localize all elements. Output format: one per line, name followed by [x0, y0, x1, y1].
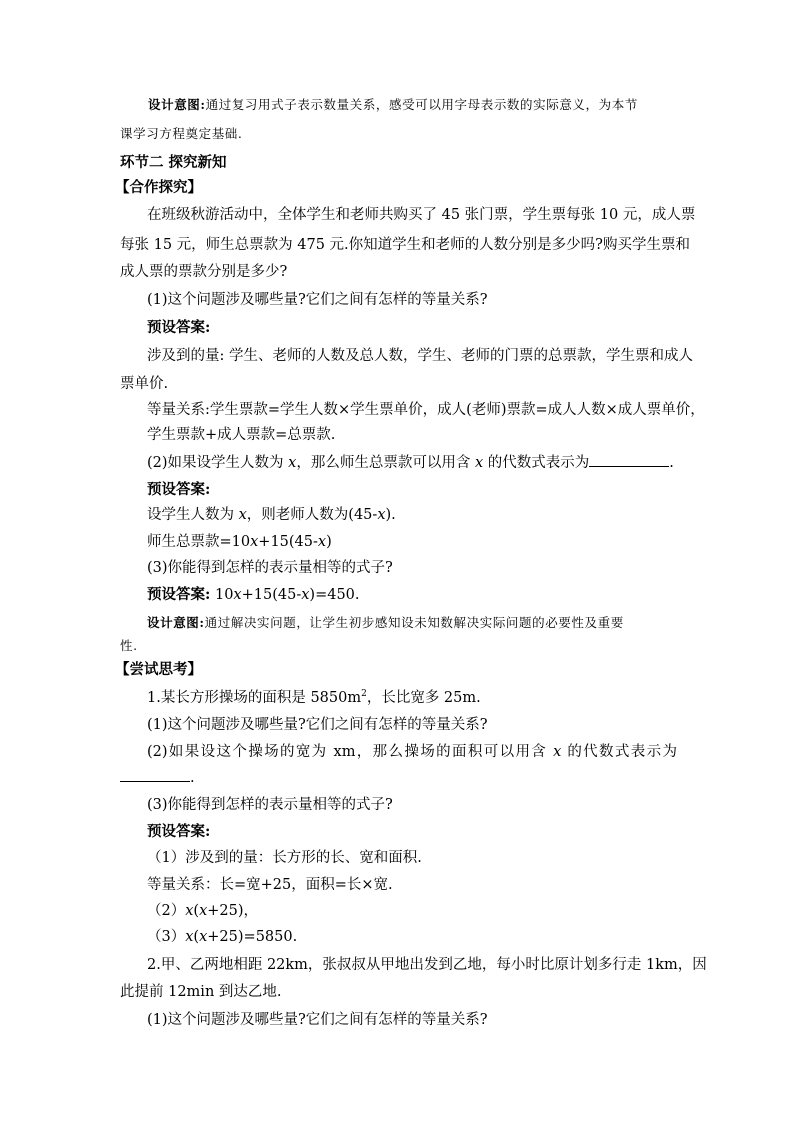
coop-answer-3 [147, 585, 360, 605]
try-answer-2 [147, 901, 258, 921]
ta3-var: x [185, 929, 194, 945]
design-intent-label: 设计意图: [148, 97, 206, 112]
a3-var2: x [301, 587, 310, 603]
coop-question-1: (1)这个问题涉及哪些量?它们之间有怎样的等量关系? [147, 292, 488, 308]
try-problem-2-line1: 2.甲、乙两地相距 22km，张叔叔从甲地出发到乙地，每小时比原计划多行走 1km，因 [147, 957, 707, 973]
coop-problem-line2: 每张 15 元，师生总票款为 475 元.你知道学生和老师的人数分别是多少吗?购买学生票和 [120, 237, 690, 253]
try-relation: 等量关系：长=宽+25，面积=长×宽. [147, 877, 393, 893]
try-preset-label: 预设答案: [147, 823, 211, 840]
coop-relation-line2: 学生票款+成人票款=总票款. [147, 427, 336, 443]
q2-end: . [669, 455, 674, 471]
tq2-var: x [553, 744, 562, 760]
try-problem-1 [147, 688, 481, 708]
ta2-var2: x [199, 903, 208, 919]
q2-text: (2)如果设学生人数为 [147, 455, 289, 471]
design-intent-2-line1 [147, 613, 669, 633]
try-answer-3 [147, 927, 297, 947]
ta3-text-mid: ( [193, 929, 200, 945]
design-intent-2-label: 设计意图: [147, 615, 205, 630]
p1-text: 1.某长方形操场的面积是 5850m [147, 690, 362, 706]
try-question-3: (3)你能得到怎样的表示量相等的式子? [147, 797, 393, 813]
p1-text-post: ，长比宽多 25m. [366, 690, 481, 706]
coop-relation-line1: 等量关系:学生票款=学生人数×学生票单价，成人(老师)票款=成人人数×成人票单价， [147, 402, 705, 418]
preset-answer-label: 预设答案: [147, 319, 211, 336]
try-question-2-line2 [120, 767, 195, 788]
coop-answer-2-line1 [147, 505, 396, 525]
ta3-text-post: +25)=5850. [207, 929, 298, 945]
ta2-text: （2） [147, 903, 186, 919]
try-question-1: (1)这个问题涉及哪些量?它们之间有怎样的等量关系? [147, 717, 488, 733]
coop-problem-line3: 成人票的票款分别是多少? [120, 264, 288, 280]
try-problem-2-line2: 此提前 12min 到达乙地. [120, 984, 282, 1000]
tq2-text: (2)如果设这个操场的宽为 xm，那么操场的面积可以用含 [147, 744, 554, 760]
design-intent-2-text: 通过解决实问题，让学生初步感知设未知数解决实际问题的必要性及重要 [204, 615, 624, 630]
a2-text-post: ). [385, 507, 396, 523]
a3-var: x [233, 587, 242, 603]
a2-text-mid: ，则老师人数为(45- [246, 507, 378, 523]
coop-answer-1-line2: 票单价. [120, 376, 169, 392]
coop-question-3: (3)你能得到怎样的表示量相等的式子? [147, 560, 393, 576]
coop-answer-1-line1: 涉及到的量: 学生、老师的人数及总人数，学生、老师的门票的总票款，学生票和成人 [147, 348, 693, 364]
coop-heading: 【合作探究】 [115, 179, 202, 196]
preset-answer-label-2: 预设答案: [147, 481, 211, 498]
q2-text-mid: ，那么师生总票款可以用含 [296, 455, 475, 471]
a2l2-text: 师生总票款=10 [147, 534, 251, 550]
section-title: 环节二 探究新知 [120, 154, 227, 171]
preset-answer-label-3: 预设答案: [147, 586, 211, 603]
a3-text-mid: +15(45- [241, 587, 302, 603]
q2-text-post: 的代数式表示为 [483, 455, 590, 471]
a2-var: x [238, 507, 247, 523]
q2-var: x [288, 455, 297, 471]
try-problem-2-question-1: (1)这个问题涉及哪些量?它们之间有怎样的等量关系? [147, 1012, 488, 1028]
ta3-text: （3） [147, 929, 186, 945]
ta2-text-mid: ( [193, 903, 200, 919]
try-heading: 【尝试思考】 [115, 661, 202, 678]
a3-text: 10 [210, 587, 234, 603]
try-answer-1: （1）涉及到的量：长方形的长、宽和面积. [147, 850, 422, 866]
coop-answer-2-line2 [147, 532, 332, 552]
a3-text-post: )=450. [309, 587, 360, 603]
a2-text: 设学生人数为 [147, 507, 239, 523]
p1-sup: 2 [361, 689, 367, 700]
design-intent-text: 通过复习用式子表示数量关系，感受可以用字母表示数的实际意义，为本节 [205, 97, 638, 112]
answer-blank-2 [120, 767, 190, 782]
coop-question-2 [147, 452, 674, 473]
try-question-2-line1 [147, 742, 677, 762]
ta2-var: x [185, 903, 194, 919]
a2l2-var2: x [317, 534, 327, 550]
ta2-text-post: +25)， [207, 903, 259, 919]
a2-var2: x [377, 507, 386, 523]
q2-var2: x [474, 455, 484, 471]
a2l2-text-mid: +15(45- [258, 534, 318, 550]
tq2-text-post: 的代数式表示为 [561, 744, 678, 760]
coop-problem-line1: 在班级秋游活动中，全体学生和老师共购买了 45 张门票，学生票每张 10 元，成人票 [147, 207, 696, 223]
tq2-end: . [190, 770, 195, 786]
design-intent-1-line2: 课学习方程奠定基础. [120, 126, 243, 141]
ta3-var2: x [199, 929, 208, 945]
a2l2-text-post: ) [326, 534, 332, 550]
design-intent-2-line2: 性. [120, 638, 138, 653]
design-intent-1-line1 [148, 95, 658, 115]
answer-blank [589, 452, 669, 467]
a2l2-var: x [250, 534, 259, 550]
